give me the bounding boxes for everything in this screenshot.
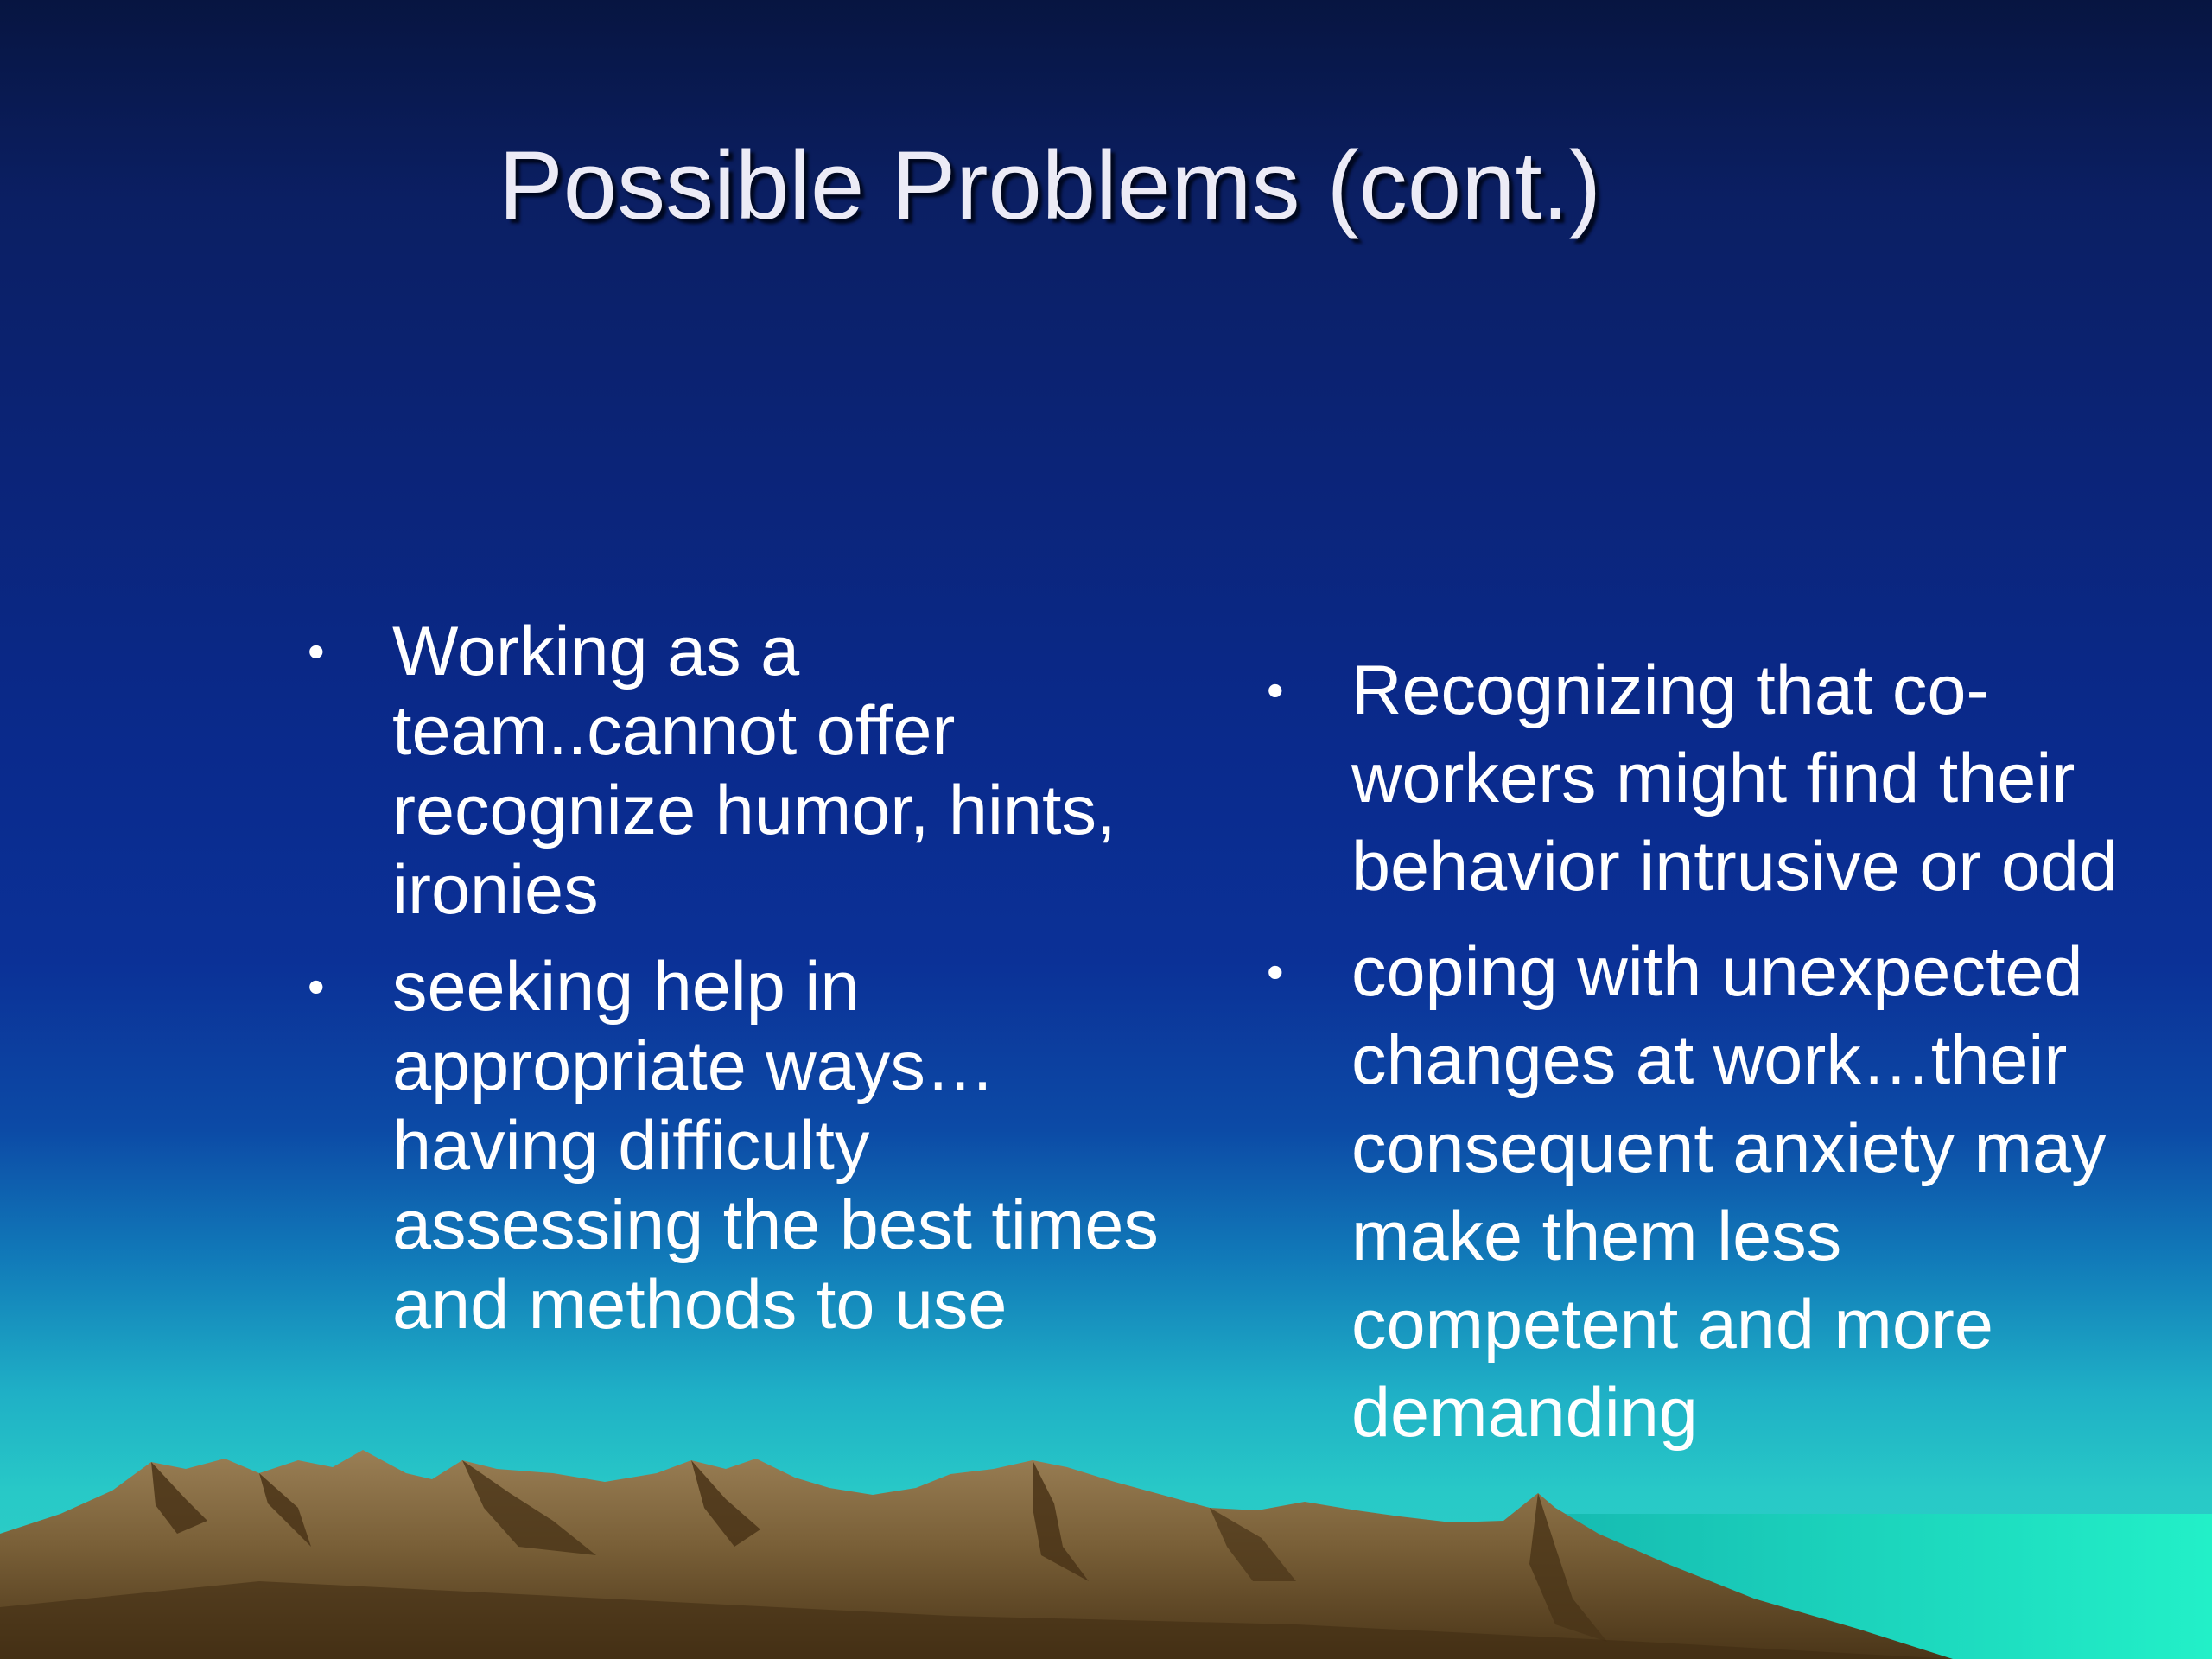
- left-bullet-list: [302, 612, 1184, 1344]
- slide-title: Possible Problems (cont.): [498, 131, 1602, 239]
- bullet-icon: •: [308, 959, 325, 1014]
- list-item: [1262, 646, 2177, 911]
- bullet-text: Recognizing that co-workers might find their behavior intrusive or odd: [1351, 652, 2119, 906]
- bullet-text: seeking help in appropriate ways…having difficulty assessing the best times and methods to use: [392, 948, 1159, 1344]
- list-item: [1262, 928, 2177, 1457]
- bullet-icon: •: [308, 624, 325, 678]
- right-bullet-list: [1262, 646, 2177, 1457]
- bullet-text: Working as a team..cannot offer recognize humor, hints, ironies: [392, 613, 1116, 929]
- bullet-icon: •: [1267, 663, 1284, 717]
- list-item: [302, 947, 1184, 1344]
- list-item: [302, 612, 1184, 930]
- bullet-icon: •: [1267, 944, 1284, 999]
- bullet-text: coping with unexpected changes at work…their consequent anxiety may make them less competent and more demanding: [1351, 933, 2107, 1452]
